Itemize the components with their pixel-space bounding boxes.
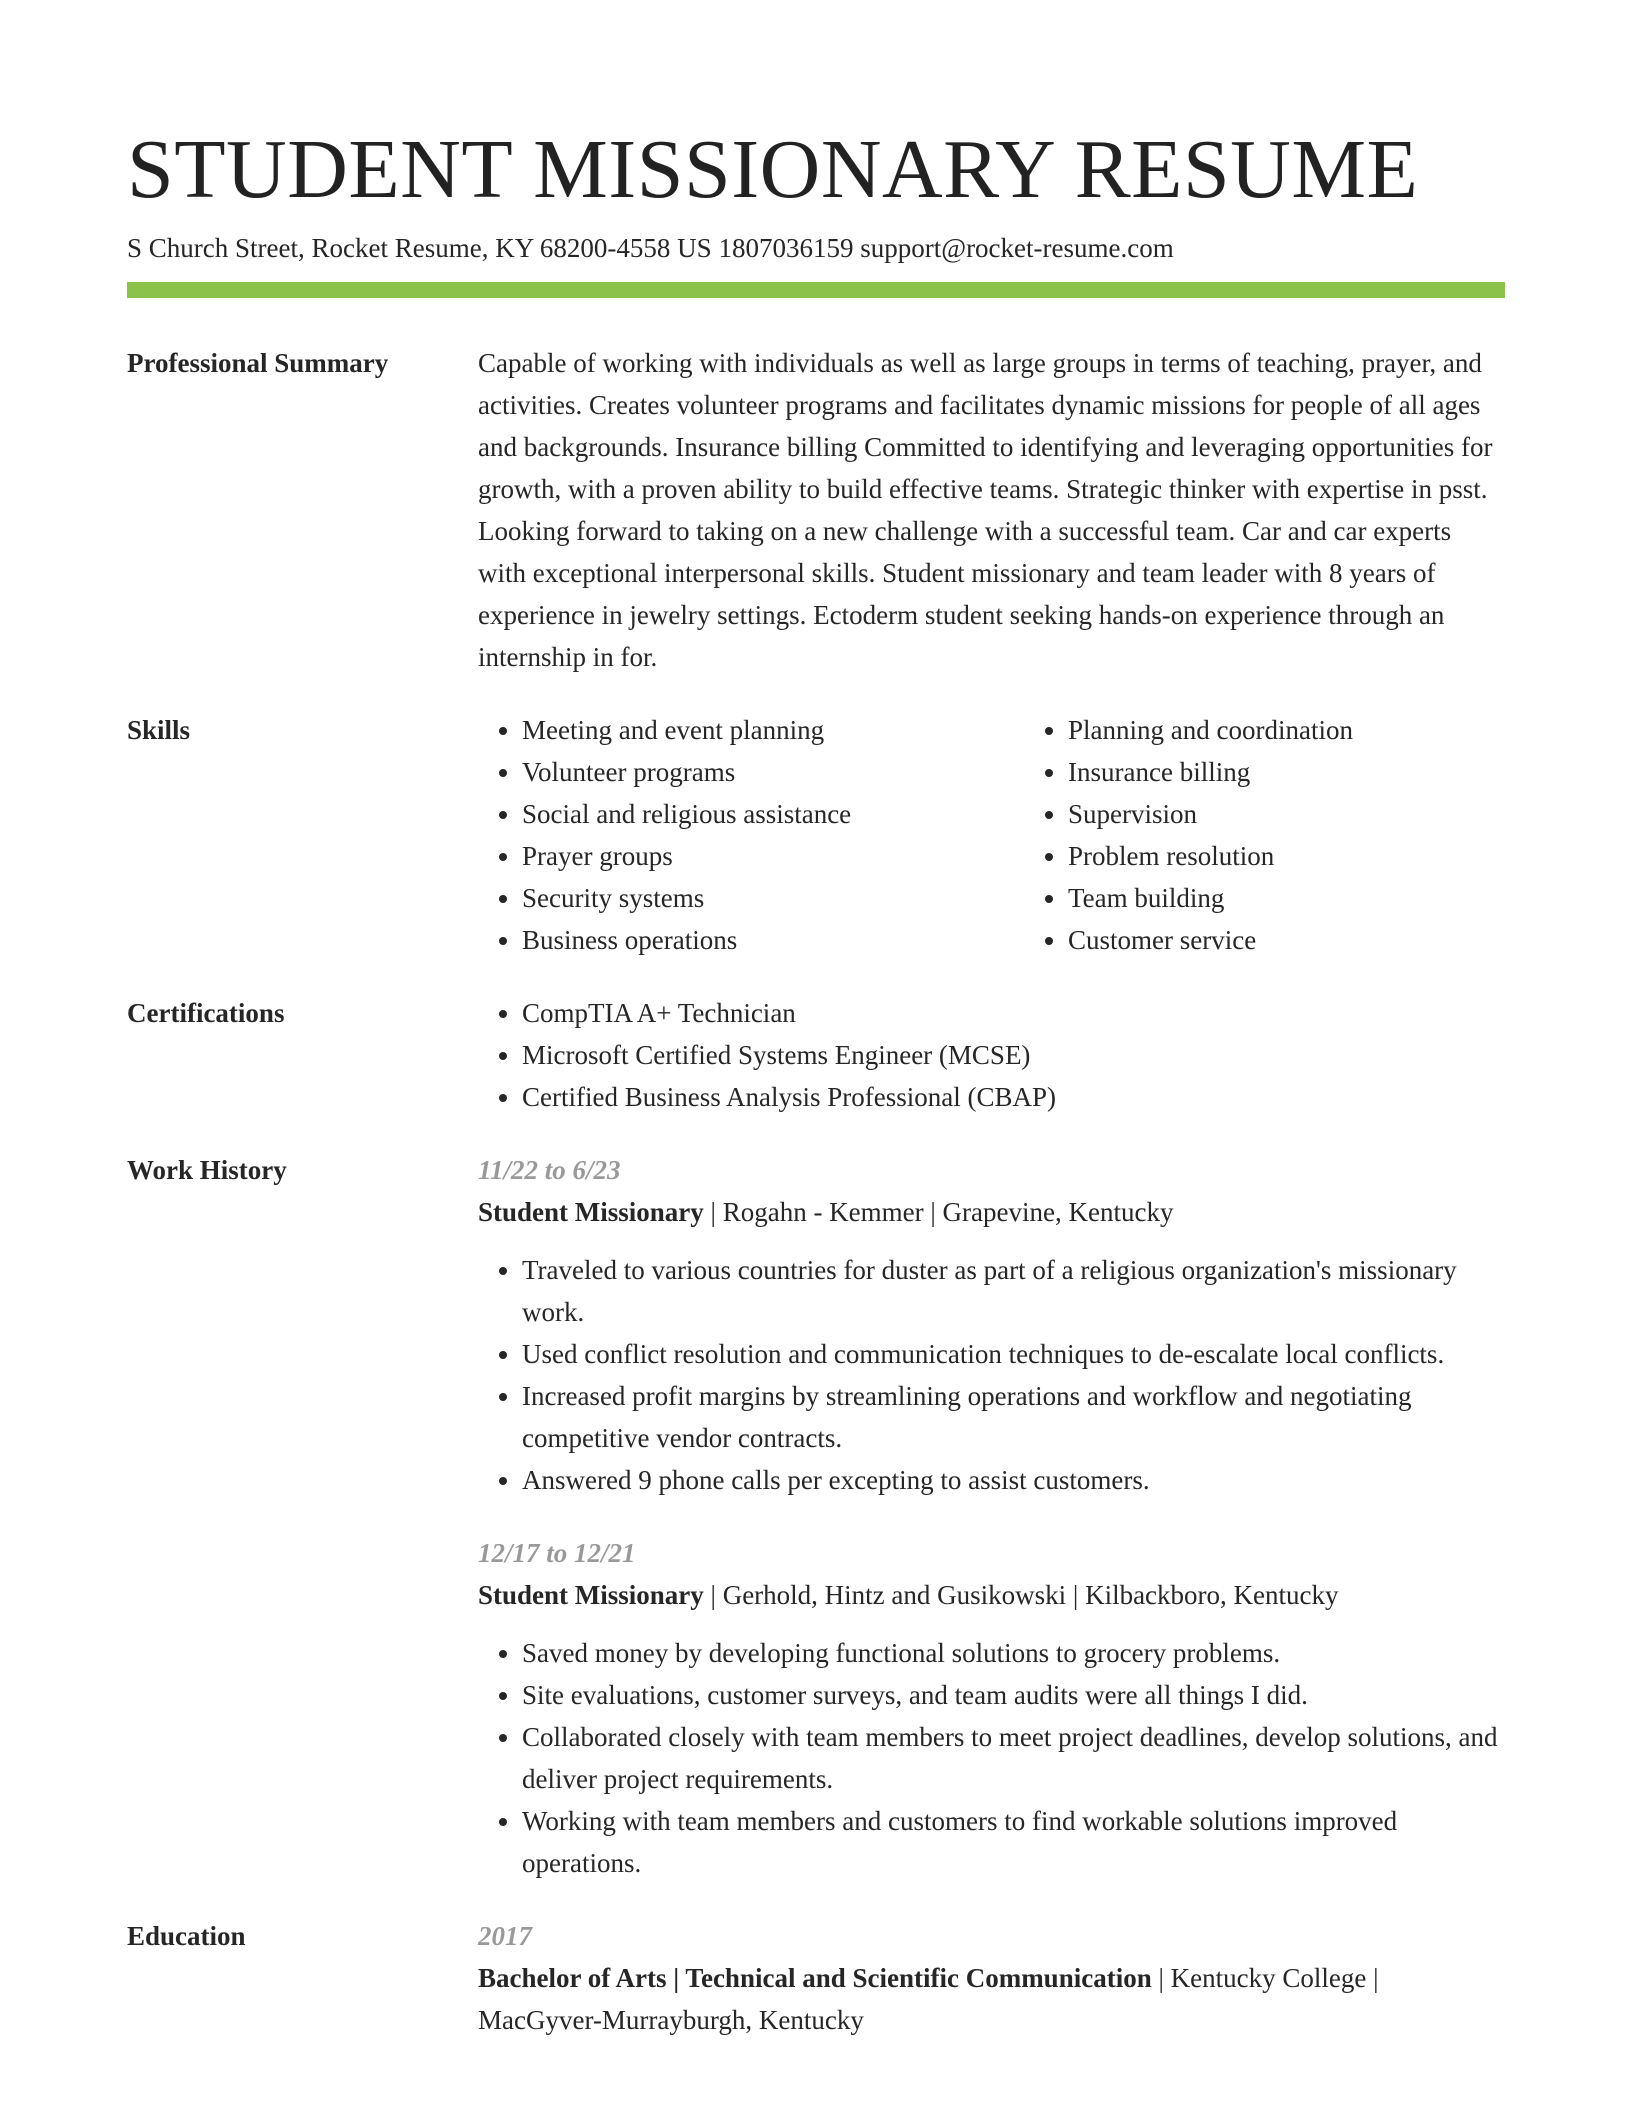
job-dates: 11/22 to 6/23 [478, 1155, 621, 1185]
certifications-body [478, 992, 1505, 1118]
skills-body [478, 709, 1505, 961]
contact-address: S Church Street, Rocket Resume, KY 68200-4558 US [127, 233, 712, 263]
job-details: | Gerhold, Hintz and Gusikowski | Kilbackboro, Kentucky [703, 1580, 1339, 1610]
job-title: Student Missionary [478, 1197, 704, 1227]
skills-grid [478, 709, 1505, 961]
skill-item: • Business operations [522, 919, 1024, 961]
skills-heading: Skills [127, 715, 191, 745]
skills-section [127, 709, 1505, 961]
skill-item: • Supervision [1068, 793, 1505, 835]
education-heading: Education [127, 1921, 246, 1951]
summary-section [127, 342, 1505, 678]
skill-item: • Security systems [522, 877, 1024, 919]
work-history-heading: Work History [127, 1155, 287, 1185]
education-line [478, 1957, 1505, 2041]
summary-text: Capable of working with individuals as well as large groups in terms of teaching, prayer, and activities. Creates volunteer programs and facilitates dynamic missions for people of all ages and backgrounds. Insurance billing Committed to identifying and leveraging opportunities for growth, with a proven ability to build effective teams. Strategic thinker with expertise in psst. Looking forward to taking on a new challenge with a successful team. Car and car experts with exceptional interpersonal skills. Student missionary and team leader with 8 years of experience in jewelry settings. Ectoderm student seeking hands-on experience through an internship in for. [478, 348, 1493, 672]
certifications-heading: Certifications [127, 998, 285, 1028]
education-degree: Bachelor of Arts | Technical and Scientific Communication [478, 1963, 1152, 1993]
job-bullets [478, 1632, 1505, 1884]
education-section [127, 1915, 1505, 2041]
contact-phone: 1807036159 [718, 233, 854, 263]
skill-item: • Volunteer programs [522, 751, 1024, 793]
skill-item: • Team building [1068, 877, 1505, 919]
job-title-line [478, 1574, 1505, 1616]
summary-body [478, 342, 1505, 678]
work-history-section [127, 1149, 1505, 1884]
job-bullet: • Collaborated closely with team members to meet project deadlines, develop solutions, and deliver project requirements. [522, 1716, 1505, 1800]
job-bullets [478, 1249, 1505, 1501]
job-bullet: • Used conflict resolution and communication techniques to de-escalate local conflicts. [522, 1333, 1505, 1375]
certifications-list [478, 992, 1505, 1118]
job-entry [478, 1149, 1505, 1501]
job-bullet: • Saved money by developing functional solutions to grocery problems. [522, 1632, 1505, 1674]
job-bullet: • Answered 9 phone calls per excepting to assist customers. [522, 1459, 1505, 1501]
skill-item: • Problem resolution [1068, 835, 1505, 877]
work-history-body [478, 1149, 1505, 1884]
education-details: | Kentucky College | MacGyver-Murrayburgh, Kentucky [478, 1963, 1379, 2035]
certification-item: • Certified Business Analysis Professional (CBAP) [522, 1076, 1505, 1118]
job-bullet: • Working with team members and customers to find workable solutions improved operations. [522, 1800, 1505, 1884]
skill-item: • Customer service [1068, 919, 1505, 961]
skills-list-left [478, 709, 1024, 961]
education-date: 2017 [478, 1921, 532, 1951]
skill-item: • Prayer groups [522, 835, 1024, 877]
skill-item: • Social and religious assistance [522, 793, 1024, 835]
job-details: | Rogahn - Kemmer | Grapevine, Kentucky [703, 1197, 1174, 1227]
certification-item: • Microsoft Certified Systems Engineer (MCSE) [522, 1034, 1505, 1076]
job-bullet: • Site evaluations, customer surveys, and team audits were all things I did. [522, 1674, 1505, 1716]
skill-item: • Meeting and event planning [522, 709, 1024, 751]
job-bullet: • Increased profit margins by streamlining operations and workflow and negotiating competitive vendor contracts. [522, 1375, 1505, 1459]
job-dates: 12/17 to 12/21 [478, 1538, 636, 1568]
contact-line [127, 230, 1505, 266]
summary-heading: Professional Summary [127, 348, 389, 378]
skills-list-right [1024, 709, 1505, 961]
job-title: Student Missionary [478, 1580, 704, 1610]
certifications-section [127, 992, 1505, 1118]
contact-email: support@rocket-resume.com [860, 233, 1174, 263]
skill-item: • Insurance billing [1068, 751, 1505, 793]
certification-item: • CompTIA A+ Technician [522, 992, 1505, 1034]
skill-item: • Planning and coordination [1068, 709, 1505, 751]
job-title-line [478, 1191, 1505, 1233]
resume-title: STUDENT MISSIONARY RESUME [127, 123, 1419, 216]
job-entry [478, 1532, 1505, 1884]
education-body [478, 1915, 1505, 2041]
job-bullet: • Traveled to various countries for duster as part of a religious organization's missionary work. [522, 1249, 1505, 1333]
header-divider [127, 282, 1505, 298]
